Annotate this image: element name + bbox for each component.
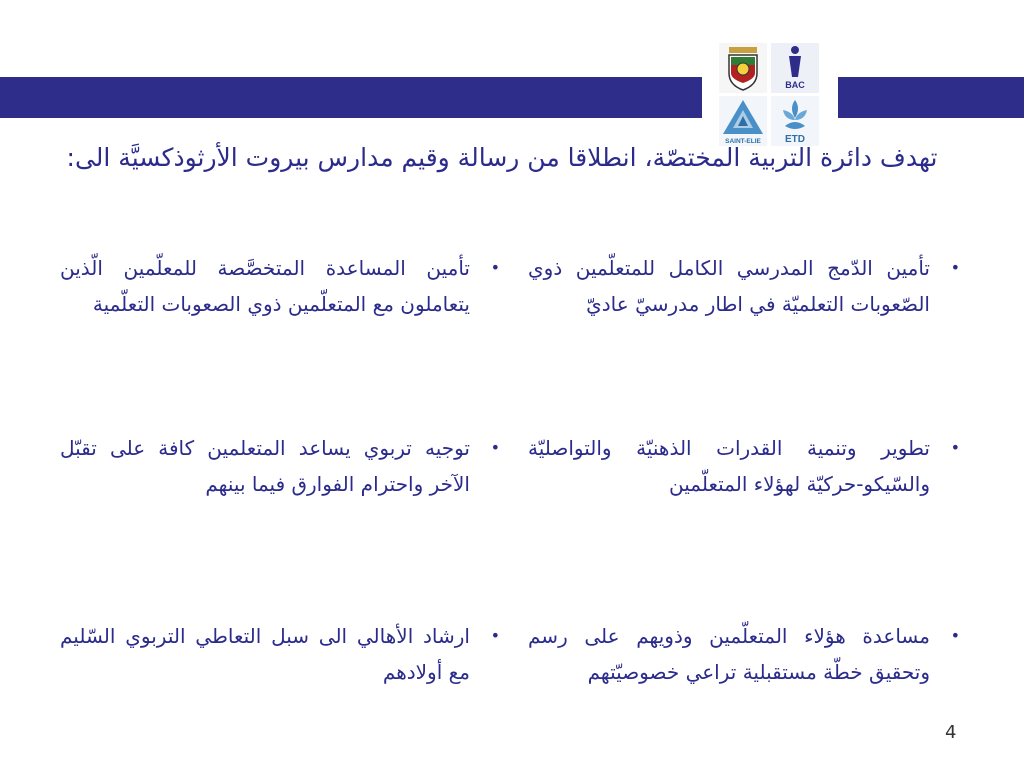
saint-elie-logo <box>719 96 767 146</box>
bullet-text: توجيه تربوي يساعد المتعلمين كافة على تقبّل الآخر واحترام الفوارق فيما بينهم <box>60 436 470 496</box>
school-crest-logo <box>719 43 767 93</box>
bullet-item <box>528 430 960 502</box>
bac-label: BAC <box>785 80 805 90</box>
bullet-marker: • <box>490 438 500 457</box>
bullet-item <box>528 618 960 690</box>
bullet-text: مساعدة هؤلاء المتعلّمين وذويهم على رسم وتحقيق خطّة مستقبلية تراعي خصوصيّتهم <box>528 624 930 684</box>
saint-elie-label: SAINT-ELIE <box>725 138 761 145</box>
logo-grid <box>719 43 821 146</box>
bullet-item <box>60 618 500 690</box>
bullet-item <box>60 430 500 502</box>
bullet-item <box>528 250 960 322</box>
bullet-text: تطوير وتنمية القدرات الذهنيّة والتواصليّة والسّيكو-حركيّة لهؤلاء المتعلّمين <box>528 436 930 496</box>
bullet-marker: • <box>950 258 960 277</box>
bullet-text: تأمين الدّمج المدرسي الكامل للمتعلّمين ذوي الصّعوبات التعلميّة في اطار مدرسيّ عاديّ <box>528 256 930 316</box>
bullet-marker: • <box>950 626 960 645</box>
bac-logo <box>771 43 819 93</box>
etd-label: ETD <box>785 134 805 145</box>
bullet-text: تأمين المساعدة المتخصَّصة للمعلّمين الّذين يتعاملون مع المتعلّمين ذوي الصعوبات التعلّمية <box>60 256 470 316</box>
bullet-item <box>60 250 500 322</box>
page-number: 4 <box>945 722 957 743</box>
bullet-marker: • <box>950 438 960 457</box>
header-band-left <box>0 77 702 118</box>
slide-title: تهدف دائرة التربية المختصّة، انطلاقا من رسالة وقيم مدارس بيروت الأرثوذكسيَّة الى: <box>66 143 938 172</box>
bullet-marker: • <box>490 626 500 645</box>
bullet-marker: • <box>490 258 500 277</box>
bullet-text: ارشاد الأهالي الى سبل التعاطي التربوي السّليم مع أولادهم <box>60 624 470 684</box>
etd-logo <box>771 96 819 146</box>
header-band-right <box>838 77 1024 118</box>
